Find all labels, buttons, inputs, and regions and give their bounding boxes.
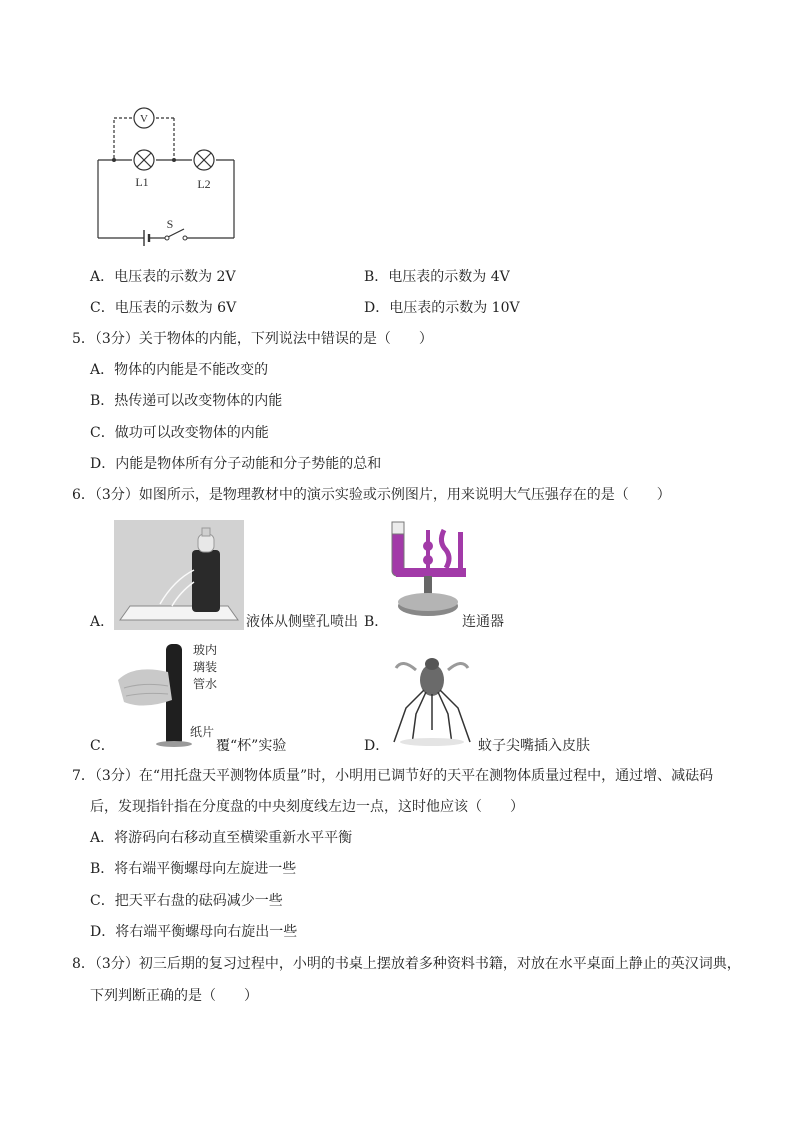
q5-option-c: C．做功可以改变物体的内能 [90,425,269,441]
tube-label-2: 璃装 [193,660,218,674]
q5-option-a: A．物体的内能是不能改变的 [90,362,269,378]
tube-label-3: 管水 [193,677,218,691]
q6-letter-d: D． [364,738,390,754]
lamp2-label: L2 [197,177,211,191]
q4-option-b: B．电压表的示数为 4V [364,269,510,285]
inverted-cup-image [114,640,194,750]
tube-label-1: 玻内 [193,643,218,657]
q5-option-d: D．内能是物体所有分子动能和分子势能的总和 [90,456,382,472]
q6-letter-a: A． [90,614,115,630]
q7-option-a: A．将游码向右移动直至横梁重新水平平衡 [90,830,353,846]
bottle-spray-image [114,520,244,630]
q5-option-b: B．热传递可以改变物体的内能 [90,393,283,409]
mosquito-image [386,650,476,750]
q6-caption-c: 覆“杯”实验 [216,738,287,754]
q8-stem-line1: 8．（3分）初三后期的复习过程中，小明的书桌上摆放着多种资料书籍，对放在水平桌面上静止的英汉词典， [72,956,741,972]
q8-stem-line2: 下列判断正确的是（ ） [90,988,258,1004]
q7-option-b: B．将右端平衡螺母向左旋进一些 [90,861,297,877]
q6-letter-b: B． [364,614,389,630]
paper-label: 纸片 [190,725,215,739]
q6-letter-c: C． [90,738,115,754]
switch-label: S [166,217,174,231]
q4-option-a: A．电压表的示数为 2V [90,269,236,285]
q7-option-c: C．把天平右盘的砝码减少一些 [90,893,283,909]
q5-stem: 5．（3分）关于物体的内能，下列说法中错误的是（ ） [72,331,433,347]
q7-stem-line2: 后，发现指针指在分度盘的中央刻度线左边一点，这时他应该（ ） [90,799,524,815]
voltmeter-label: V [140,113,148,125]
q6-caption-a: 液体从侧壁孔喷出 [246,614,358,630]
q7-stem-line1: 7．（3分）在“用托盘天平测物体质量”时，小明用已调节好的天平在测物体质量过程中，通过增、减砝码 [72,768,714,784]
q4-option-d: D．电压表的示数为 10V [364,300,520,316]
q6-caption-b: 连通器 [462,614,504,630]
circuit-diagram [92,100,242,250]
q7-option-d: D．将右端平衡螺母向右旋出一些 [90,924,298,940]
q6-stem: 6．（3分）如图所示，是物理教材中的演示实验或示例图片，用来说明大气压强存在的是（ ） [72,487,671,503]
q6-caption-d: 蚊子尖嘴插入皮肤 [478,738,590,754]
lamp1-label: L1 [135,175,149,189]
q4-option-c: C．电压表的示数为 6V [90,300,237,316]
